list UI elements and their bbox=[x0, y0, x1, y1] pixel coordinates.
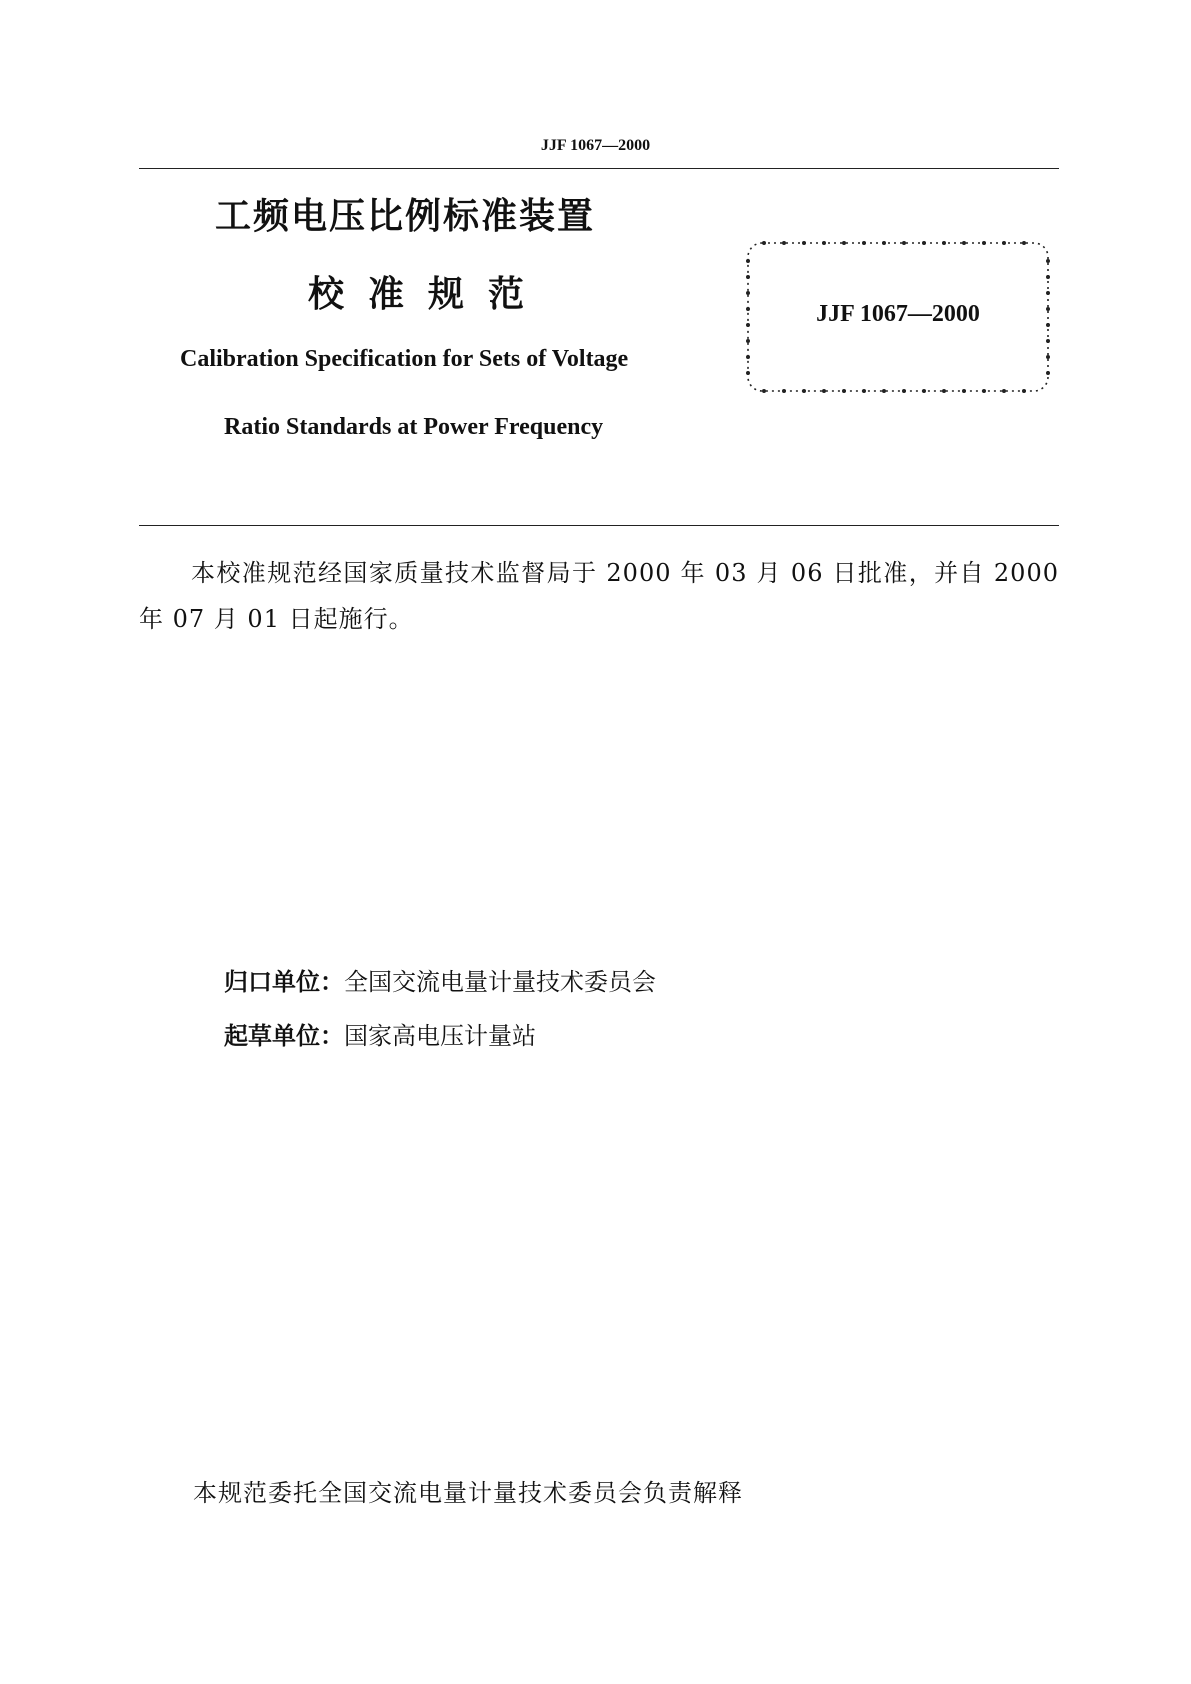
responsible-unit-value: 全国交流电量计量技术委员会 bbox=[344, 968, 656, 996]
drafting-unit-row bbox=[224, 1016, 536, 1051]
interpretation-statement: 本规范委托全国交流电量计量技术委员会负责解释 bbox=[193, 1479, 743, 1507]
title-chinese-line-2: 校准规范 bbox=[308, 274, 549, 315]
title-english-line-2: Ratio Standards at Power Frequency bbox=[224, 414, 604, 440]
drafting-unit-value: 国家高电压计量站 bbox=[344, 1022, 536, 1050]
approval-statement: 本校准规范经国家质量技术监督局于 2000 年 03 月 06 日批准，并自 2000 年 07 月 01 日起施行。 bbox=[139, 559, 1059, 633]
header-standard-code: JJF 1067—2000 bbox=[540, 137, 651, 154]
standard-number-badge bbox=[744, 239, 1052, 395]
badge-standard-code: JJF 1067—2000 bbox=[816, 301, 980, 327]
title-chinese-line-1: 工频电压比例标准装置 bbox=[215, 196, 596, 237]
responsible-unit-row bbox=[224, 962, 656, 997]
section-rule bbox=[139, 525, 1059, 526]
title-english-line-1: Calibration Specification for Sets of Voltage bbox=[180, 346, 629, 372]
drafting-unit-label: 起草单位： bbox=[224, 1022, 344, 1050]
header-rule bbox=[139, 168, 1059, 169]
responsible-unit-label: 归口单位： bbox=[224, 968, 344, 996]
